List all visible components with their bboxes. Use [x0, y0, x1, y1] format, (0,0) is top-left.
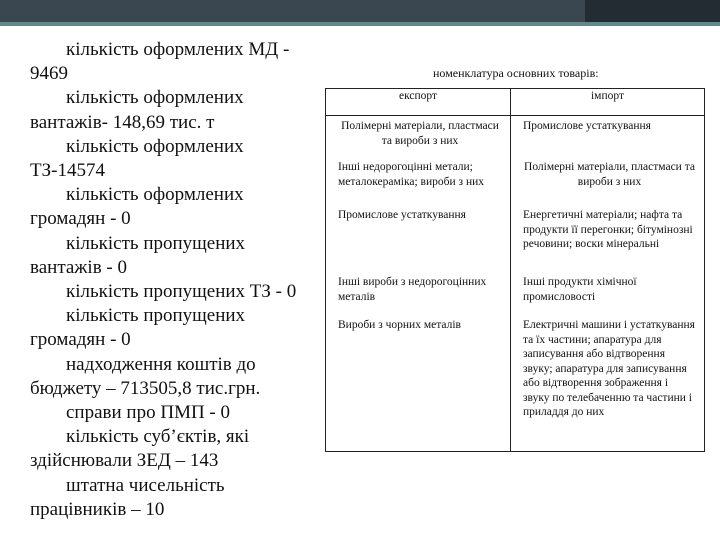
top-stripe [0, 22, 720, 26]
stat-citizens-passed: кількість пропущених громадян - 0 [30, 305, 246, 351]
stat-citizens-processed: кількість оформлених громадян - 0 [30, 184, 244, 230]
stat-violation-cases: справи про ПМП - 0 [66, 402, 231, 424]
table-caption: номенклатура основних товарів: [433, 66, 599, 80]
export-cell: Вироби з чорних металів [326, 315, 511, 452]
export-cell: Інші вироби з недорогоцінних металів [326, 272, 511, 315]
import-cell: Електричні машини і устаткування та їх частини; апаратура для записування або відтворення звуку; апаратура для записування або відтворення зображення і звуку по телебаченню та частини і приладдя до них [511, 315, 705, 452]
header-import: імпорт [511, 89, 705, 116]
table-row [326, 157, 705, 205]
import-cell: Інші продукти хімічної промисловості [511, 272, 705, 315]
stat-declarations: кількість оформлених МД - 9469 [30, 39, 290, 85]
customs-statistics [30, 38, 320, 522]
table-row [326, 315, 705, 452]
stat-staff-count: штатна чисельність працівників – 10 [30, 474, 225, 520]
export-cell: Промислове устаткування [326, 205, 511, 272]
goods-nomenclature-table [325, 88, 705, 452]
stat-cargo-passed: кількість пропущених вантажів - 0 [30, 232, 246, 278]
import-cell: Енергетичні матеріали; нафта та продукти її перегонки; бітумінозні речовини; воски мінеральні [511, 205, 705, 272]
table-row [326, 116, 705, 158]
export-cell: Полімерні матеріали, пластмаси та вироби з них [326, 116, 511, 158]
table-row [326, 272, 705, 315]
export-cell: Інші недорогоцінні метали; металокераміка; вироби з них [326, 157, 511, 205]
stat-cargo-weight: кількість оформлених вантажів- 148,69 тис. т [30, 87, 244, 133]
import-cell: Полімерні матеріали, пластмаси та вироби з них [511, 157, 705, 205]
stat-vehicles-passed: кількість пропущених ТЗ - 0 [66, 281, 297, 303]
top-bar-accent [585, 0, 720, 22]
table-row [326, 205, 705, 272]
stat-trade-entities: кількість суб’єктів, які здійснювали ЗЕД – 143 [30, 426, 250, 472]
header-export: експорт [326, 89, 511, 116]
import-cell: Промислове устаткування [511, 116, 705, 158]
stat-budget-revenue: надходження коштів до бюджету – 713505,8 тис.грн. [30, 353, 261, 399]
stat-vehicles-processed: кількість оформлених ТЗ-14574 [30, 135, 244, 182]
